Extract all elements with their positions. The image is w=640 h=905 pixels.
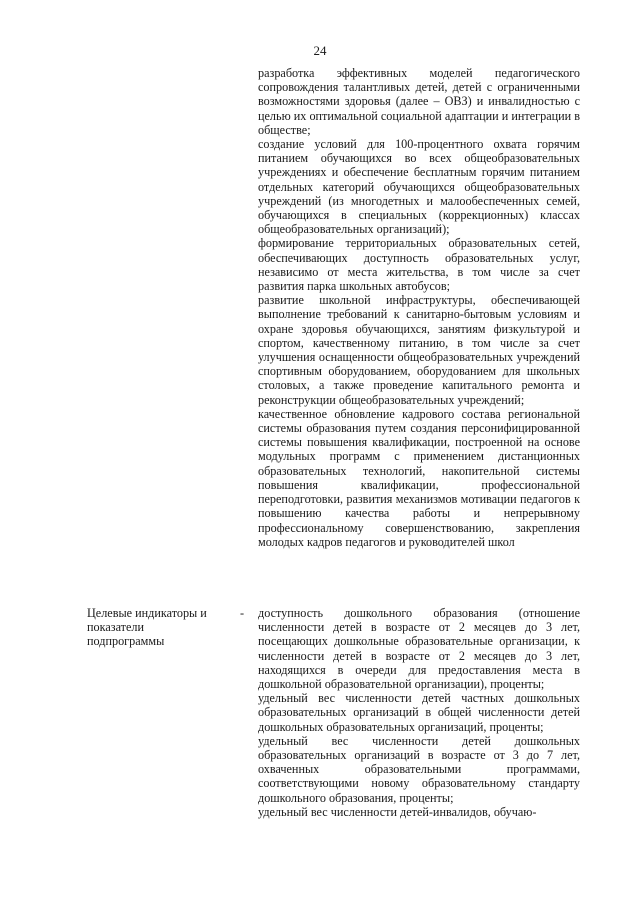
indicator-paragraph: удельный вес численности детей-инвалидов, обучаю-: [258, 804, 537, 819]
task-paragraph: развитие школьной инфраструктуры, обеспечивающей выполнение требований к санитарно-бытовым условиям и охране здоровья обучающихся, занятиям физкультурой и спортом, качественному питанию, в том числе за счет улучшения оснащенности общеобразовательных учреждений спортивным оборудованием, оборудованием для школьных столовых, а также проведение капитального ремонта и реконструкции общеобразовательных учреждений;: [258, 293, 580, 407]
indicators-list: [258, 606, 580, 819]
task-paragraph: формирование территориальных образовательных сетей, обеспечивающих доступность образовательных услуг, независимо от места жительства, в том числе за счет развития парка школьных автобусов;: [258, 236, 580, 294]
task-paragraph: создание условий для 100-процентного охвата горячим питанием обучающихся во всех общеобразовательных учреждениях и обеспечение бесплатным горячим питанием отдельных категорий обучающихся общеобразовательных учреждений (из многодетных и малообеспеченных семей, обучающихся в специальных (коррекционных) классах общеобразовательных организаций);: [258, 137, 580, 237]
task-paragraph: разработка эффективных моделей педагогического сопровождения талантливых детей, детей с ограниченными возможностями здоровья (далее – ОВЗ) и инвалидностью с целью их оптимальной социальной адаптации и интеграции в обществе;: [258, 66, 580, 137]
indicator-paragraph: доступность дошкольного образования (отношение численности детей в возрасте от 2 месяцев до 3 лет, посещающих дошкольные образовательные организации, к численности детей в возрасте от 2 месяцев до 3 лет, находящихся в очереди для предоставления места в дошкольной образовательной организации), проценты;: [258, 606, 580, 692]
row-dash: -: [240, 606, 245, 620]
indicator-paragraph: удельный вес численности детей дошкольных образовательных организаций в возрасте от 3 до 7 лет, охваченных образовательными программами, соответствующими новому образовательному стандарту дошкольного образования, проценты;: [258, 733, 580, 805]
subprogram-tasks-list: [258, 66, 580, 549]
indicator-paragraph: удельный вес численности детей частных дошкольных образовательных организаций в общей численности детей дошкольных образовательных организаций, проценты;: [258, 691, 580, 734]
page-number: 24: [313, 43, 327, 58]
task-paragraph: качественное обновление кадрового состава региональной системы образования путем создания персонифицированной системы повышения квалификации, построенной на основе модульных программ с применением дистанционных образовательных технологий, накопительной системы повышения квалификации, профессиональной переподготовки, развития механизмов мотивации педагогов к повышению качества работы и непрерывному профессиональному совершенствованию, закрепления молодых кадров педагогов и руководителей школ: [258, 406, 580, 549]
indicators-label: Целевые индикаторы и показатели подпрограммы: [87, 606, 207, 649]
